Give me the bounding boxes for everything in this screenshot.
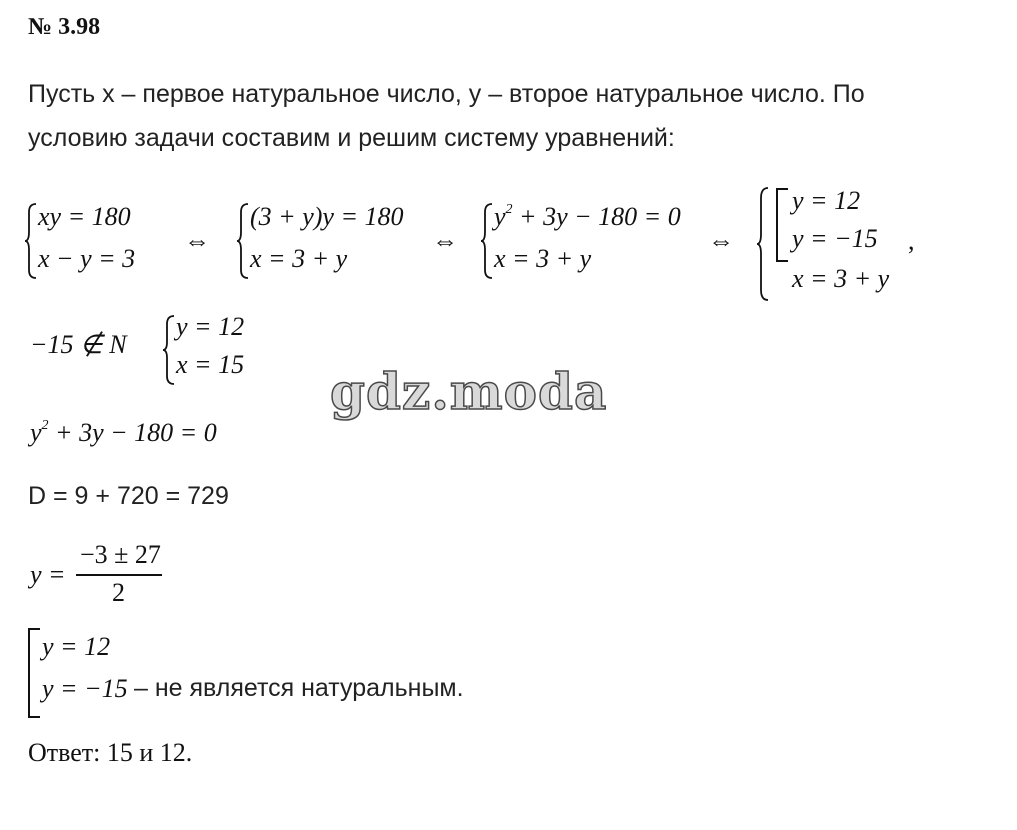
not-natural-statement: −15 ∉ N	[30, 330, 127, 359]
discriminant: D = 9 + 720 = 729	[28, 482, 229, 510]
equivalence-arrow-3: ⇔	[708, 226, 734, 255]
brace-icon	[162, 314, 176, 386]
brace-icon	[24, 202, 38, 280]
bracket-icon	[28, 628, 40, 718]
system-4-eq-3: x = 3 + y	[792, 264, 890, 293]
system-5-eq-2: x = 15	[176, 350, 245, 379]
system-1-eq-1: xy = 180	[38, 202, 131, 231]
system-3-eq-1: $y^2 + 3y - 180 = 0$	[494, 202, 681, 231]
problem-number: № 3.98	[28, 14, 101, 40]
system-3-eq-2: x = 3 + y	[494, 244, 592, 273]
system-4-eq-2: y = −15	[792, 224, 878, 253]
equivalence-arrow-2: ⇔	[432, 226, 458, 255]
bracket-icon	[776, 188, 788, 262]
intro-line-2: условию задачи составим и решим систему уравнений:	[28, 124, 675, 152]
comma: ,	[908, 226, 915, 255]
intro-line-1: Пусть x – первое натуральное число, y – второе натуральное число. По	[28, 80, 865, 108]
system-2-eq-1: (3 + y)y = 180	[250, 202, 404, 231]
system-1-eq-2: x − y = 3	[38, 244, 136, 273]
root-formula-denominator: 2	[112, 578, 125, 607]
equivalence-arrow-1: ⇔	[184, 226, 210, 255]
root-1: y = 12	[42, 632, 111, 661]
root-2: y = −15	[42, 674, 128, 703]
system-5-eq-1: y = 12	[176, 312, 245, 341]
answer: Ответ: 15 и 12.	[28, 738, 193, 767]
root-2-note: – не является натуральным.	[134, 674, 464, 702]
system-4-eq-1: y = 12	[792, 186, 861, 215]
system-2-eq-2: x = 3 + y	[250, 244, 348, 273]
brace-icon	[480, 202, 494, 280]
root-formula-lhs: y =	[30, 560, 66, 589]
quadratic-equation: $y^2 + 3y - 180 = 0$	[30, 418, 217, 447]
brace-icon	[236, 202, 250, 280]
fraction-bar	[76, 574, 162, 576]
brace-icon	[756, 186, 770, 302]
root-formula-numerator: −3 ± 27	[80, 540, 161, 569]
watermark-logo: gdz.moda	[330, 362, 608, 421]
